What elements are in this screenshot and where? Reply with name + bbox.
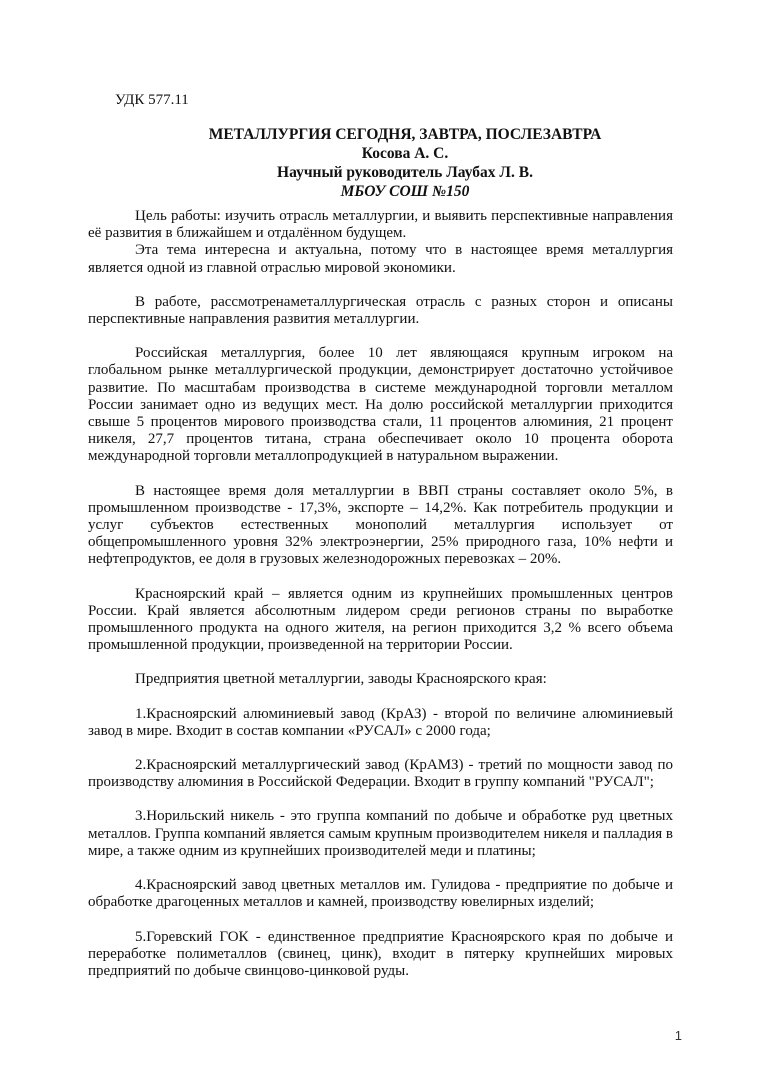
author-name: Косова А. С. bbox=[361, 145, 449, 162]
udk-code: УДК 577.11 bbox=[115, 92, 189, 108]
list-item-gulidov: 4.Красноярский завод цветных металлов им. Гулидова - предприятие по добыче и обработке драгоценных металлов и камней, производству ювелирных изделий; bbox=[88, 877, 673, 911]
list-item-kramz: 2.Красноярский металлургический завод (КрАМЗ) - третий по мощности завод по производству алюминия в Российской Федерации. Входит в группу компаний "РУСАЛ"; bbox=[88, 757, 673, 791]
paragraph-relevance: Эта тема интересна и актуальна, потому что в настоящее время металлургия является одной из главной отраслью мировой экономики. bbox=[88, 242, 673, 276]
supervisor-line: Научный руководитель Лаубах Л. В. bbox=[277, 164, 533, 181]
paragraph-goal: Цель работы: изучить отрасль металлургии, и выявить перспективные направления её развития в ближайшем и отдалённом будущем. bbox=[88, 208, 673, 242]
paragraph-scope: В работе, рассмотренаметаллургическая отрасль с разных сторон и описаны перспективные направления развития металлургии. bbox=[88, 293, 673, 328]
article-title: МЕТАЛЛУРГИЯ СЕГОДНЯ, ЗАВТРА, ПОСЛЕЗАВТРА bbox=[208, 126, 602, 143]
page-number: 1 bbox=[674, 1028, 682, 1043]
list-item-kraz: 1.Красноярский алюминиевый завод (КрАЗ) - второй по величине алюминиевый завод в мире. Входит в состав компании «РУСАЛ» с 2000 года; bbox=[88, 705, 673, 739]
paragraph-enterprises-intro: Предприятия цветной металлургии, заводы Красноярского края: bbox=[135, 671, 547, 688]
list-item-norilsk: 3.Норильский никель - это группа компаний по добыче и обработке руд цветных металлов. Группа компаний является самым крупным производителем никеля и палладия в мире, а также одним из крупнейших производителей меди и платины; bbox=[88, 808, 673, 859]
title-block bbox=[100, 125, 710, 201]
institution-line: МБОУ СОШ №150 bbox=[340, 183, 470, 200]
article-body bbox=[88, 208, 673, 980]
paragraph-gdp-share: В настоящее время доля металлургии в ВВП страны составляет около 5%, в промышленном производстве - 17,3%, экспорте – 14,2%. Как потребитель продукции и услуг субъектов естественных монополий металлургия использует от общепромышленного уровня 32% электроэнергии, 25% природного газа, 10% нефти и нефтепродуктов, ее доля в грузовых железнодорожных перевозках – 20%. bbox=[88, 482, 673, 568]
paragraph-russian-metallurgy: Российская металлургия, более 10 лет являющаяся крупным игроком на глобальном рынке металлургической продукции, демонстрирует достаточно устойчивое развитие. По масштабам производства в системе международной торговли металлом России занимает одно из ведущих мест. На долю российской металлургии приходится свыше 5 процентов мирового производства стали, 11 процентов алюминия, 21 процент никеля, 27,7 процентов титана, страна обеспечивает около 10 процента оборота международной торговли металлопродукцией в натуральном выражении. bbox=[88, 345, 673, 465]
paragraph-krasnoyarsk: Красноярский край – является одним из крупнейших промышленных центров России. Край является абсолютным лидером среди регионов страны по выработке промышленного продукта на одного жителя, на регион приходится 3,2 % всего объема промышленной продукции, произведенной на территории России. bbox=[88, 585, 673, 654]
list-item-gorevsky: 5.Горевский ГОК - единственное предприятие Красноярского края по добыче и переработке полиметаллов (свинец, цинк), входит в пятерку крупнейших мировых предприятий по добыче свинцово-цинковой руды. bbox=[88, 928, 673, 979]
